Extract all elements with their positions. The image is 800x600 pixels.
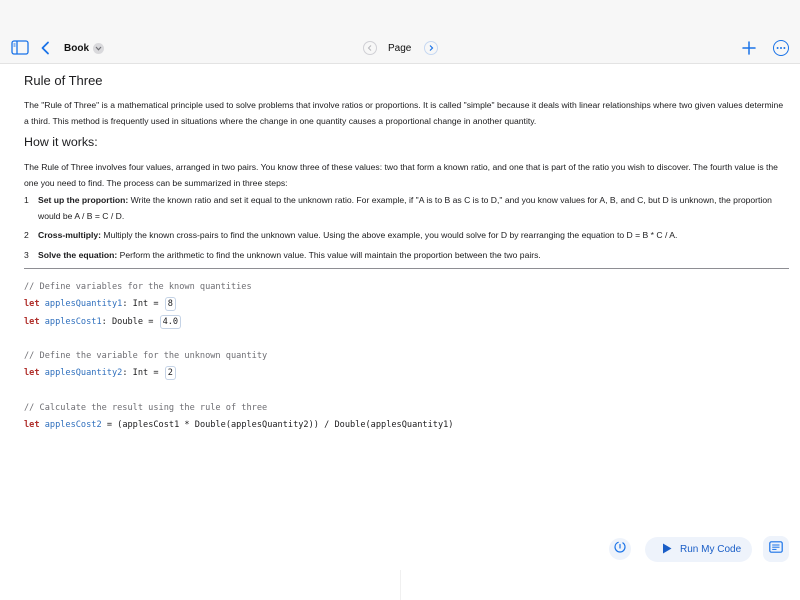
literal-value-field[interactable]: 8 [165, 297, 176, 311]
code-keyword: let [24, 420, 40, 430]
literal-value-field[interactable]: 4.0 [160, 315, 182, 329]
code-identifier: applesQuantity2 [44, 368, 123, 378]
code-type: : Int = [122, 299, 164, 309]
step-body [38, 227, 790, 243]
code-type: : Int = [122, 368, 164, 378]
code-comment: // Calculate the result using the rule of three [24, 403, 268, 413]
section-heading: How it works: [24, 135, 98, 149]
code-keyword: let [24, 317, 40, 327]
step-number: 1 [24, 195, 29, 205]
step-text: Multiply the known cross-pairs to find the unknown value. Using the above example, you would solve for D by rearranging the equation to D = B * C / A. [101, 230, 678, 240]
code-line[interactable] [24, 297, 177, 311]
code-identifier: applesQuantity1 [44, 299, 123, 309]
toolbar [0, 0, 800, 64]
document-button[interactable] [763, 536, 789, 562]
step-body [38, 192, 790, 224]
code-expression: = (applesCost1 * Double(applesQuantity2)) / Double(applesQuantity1) [101, 420, 454, 430]
step-title: Set up the proportion: [38, 195, 129, 205]
document-icon [769, 540, 783, 558]
code-keyword: let [24, 299, 40, 309]
chevron-left-icon[interactable] [39, 40, 51, 56]
code-identifier: applesCost1 [44, 317, 102, 327]
ellipsis-circle-icon[interactable] [773, 40, 789, 56]
book-label: Book [64, 42, 89, 54]
step-through-icon [614, 540, 626, 558]
step-text: Write the known ratio and set it equal to the unknown ratio. For example, if "A is to B as C is to D," and you know values for A, B, and C, but D is unknown, the proportion would be A / B = C / D. [38, 195, 772, 221]
run-my-code-button[interactable] [645, 537, 752, 562]
literal-value-field[interactable]: 2 [165, 366, 176, 380]
divider [400, 570, 401, 600]
play-icon [662, 541, 672, 559]
next-page-icon[interactable] [424, 41, 438, 55]
code-type: : Double = [101, 317, 159, 327]
step-title: Solve the equation: [38, 250, 118, 260]
code-line[interactable] [24, 418, 453, 432]
step-number: 2 [24, 230, 29, 240]
step-text: Perform the arithmetic to find the unknown value. This value will maintain the proportion between the two pairs. [117, 250, 541, 260]
run-button-label: Run My Code [680, 544, 742, 555]
sidebar-toggle-icon[interactable] [11, 40, 29, 55]
intro-paragraph: The "Rule of Three" is a mathematical principle used to solve problems that involve ratios or proportions. It is called "simple" because it deals with linear relationships where two given values determine a third. This method is frequently used in situations where the change in one quantity causes a proportional change in another quantity. [24, 100, 784, 126]
code-identifier: applesCost2 [44, 420, 102, 430]
code-line[interactable] [24, 366, 177, 380]
chevron-down-icon [93, 43, 104, 54]
code-keyword: let [24, 368, 40, 378]
book-menu-button[interactable] [64, 40, 104, 56]
code-line[interactable] [24, 315, 182, 329]
code-comment: // Define the variable for the unknown quantity [24, 351, 268, 361]
step-number: 3 [24, 250, 29, 260]
step-through-button[interactable] [609, 538, 631, 560]
step-body [38, 247, 790, 263]
how-paragraph: The Rule of Three involves four values, arranged in two pairs. You know three of these values: two that form a known ratio, and one that is part of the ratio you wish to discover. The fourth value is the one you need to find. The process can be summarized in three steps: [24, 162, 778, 188]
page-title: Rule of Three [24, 73, 103, 88]
plus-icon[interactable] [740, 38, 758, 58]
previous-page-icon[interactable] [363, 41, 377, 55]
code-comment: // Define variables for the known quantities [24, 282, 252, 292]
page-label: Page [388, 42, 412, 54]
divider [24, 268, 789, 269]
step-title: Cross-multiply: [38, 230, 102, 240]
